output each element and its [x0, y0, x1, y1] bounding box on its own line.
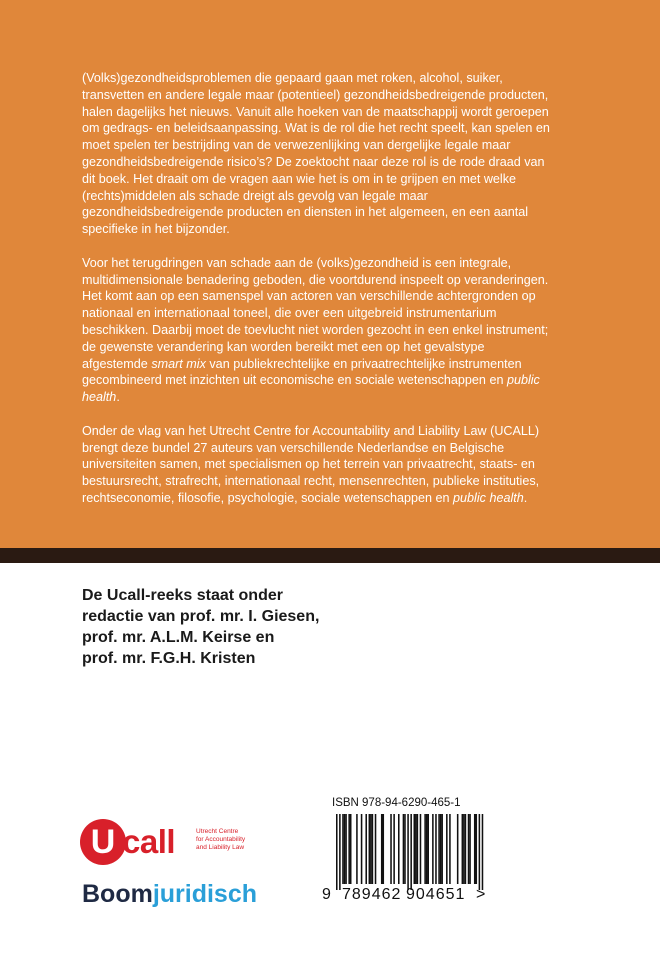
barcode-bar	[435, 814, 437, 884]
barcode-digits-group-2: 904651	[406, 886, 466, 903]
blurb-p2-text-c: .	[116, 390, 120, 405]
barcode-bar	[479, 814, 481, 890]
barcode-bar	[344, 814, 346, 884]
barcode-bar	[369, 814, 371, 884]
barcode-bar	[370, 814, 372, 884]
series-note-line-3: prof. mr. A.L.M. Keirse en	[82, 629, 275, 646]
series-note-line-1: De Ucall-reeks staat onder	[82, 587, 283, 604]
barcode-bar	[420, 814, 422, 884]
blurb-p3-emphasis-public-health: public health	[453, 490, 524, 505]
boom-juridisch-logo	[82, 878, 257, 910]
blurb-paragraph-2	[82, 255, 552, 406]
barcode-bar	[426, 814, 428, 884]
barcode-bar	[403, 814, 405, 884]
barcode-bar	[462, 814, 464, 884]
barcode-bar	[390, 814, 392, 884]
blurb-p2-emphasis-smart-mix: smart mix	[151, 356, 206, 371]
barcode-bar	[465, 814, 467, 884]
ucall-subtitle-line-1: Utrecht Centre	[196, 828, 239, 835]
barcode-bar	[342, 814, 344, 884]
barcode-bar	[383, 814, 385, 884]
boom-wordmark: Boom	[82, 880, 153, 908]
series-note-line-4: prof. mr. F.G.H. Kristen	[82, 650, 256, 667]
barcode-bar	[441, 814, 443, 884]
barcode-bar	[457, 814, 459, 884]
barcode-bar	[375, 814, 377, 884]
barcode-bar	[350, 814, 352, 884]
barcode-bar	[415, 814, 417, 884]
isbn-label: ISBN 978-94-6290-465-1	[332, 797, 461, 809]
blurb-p2-text-a: Voor het terugdringen van schade aan de (volks)gezondheid is een integrale, multidimensionale benadering geboden, die voortdurend inspeelt op veranderingen. Het komt aan op een samenspel van actoren van verschillende achtergronden op nationaal en internationaal toneel, die over een uitgebreid instrumentarium beschikken. Daarbij moet de toevlucht niet worden gezocht in een enkel instrument; de gewenste verandering kan worden bereikt met een op het gevalstype afgestemde	[82, 255, 549, 371]
barcode-bar	[417, 814, 419, 884]
barcode-digits	[322, 886, 492, 906]
barcode-bar	[407, 814, 409, 890]
barcode-bar	[414, 814, 416, 884]
barcode-digit-first: 9	[322, 886, 331, 903]
blurb-paragraph-1	[82, 70, 552, 238]
barcode-bar	[365, 814, 367, 884]
isbn-barcode	[322, 814, 492, 892]
ucall-logo-subtitle	[196, 828, 286, 852]
barcode-bar	[361, 814, 363, 884]
barcode-bar	[476, 814, 478, 884]
ucall-subtitle-line-2: for Accountability	[196, 836, 246, 843]
barcode-bar	[393, 814, 395, 884]
blurb-p1-text: (Volks)gezondheidsproblemen die gepaard gaan met roken, alcohol, suiker, transvetten en andere legale maar (potentieel) gezondheidsbedreigende producten, halen dagelijks het nieuws. Vanuit alle hoeken van de maatschappij wordt geroepen om gedrags- en beleidsaanpassing. Wat is de rol die het recht speelt, kan spelen en moet spelen ter bestrijding van de verwezenlijking van dergelijke legale maar gezondheidsbedreigende risico’s? De zoektocht naar deze rol is de rode draad van dit boek. Het draait om de vragen aan wie het is om in te grijpen en met welke (rechts)middelen als schade dreigt als gevolg van legale maar gezondheidsbedreigende producten en diensten in het algemeen, en een aantal specifieke in het bijzonder.	[82, 71, 550, 237]
barcode-bar	[339, 814, 341, 890]
blurb-paragraph-3	[82, 423, 552, 507]
barcode-digits-group-1: 789462	[342, 886, 402, 903]
back-cover-blurb	[82, 70, 552, 524]
barcode-bar	[356, 814, 358, 884]
ucall-logo-u-circle: U	[80, 819, 126, 865]
barcode-bar	[348, 814, 350, 884]
ucall-logo	[80, 819, 270, 867]
cover-divider-band	[0, 548, 660, 563]
blurb-p2-emphasis-public-health: public health	[82, 373, 540, 405]
blurb-p2-text-b: van publiekrechtelijke en privaatrechtelijke instrumenten gecombineerd met inzichten uit economische en sociale wetenschappen en	[82, 356, 522, 388]
barcode-bar	[449, 814, 451, 884]
barcode-bar	[404, 814, 406, 884]
barcode-quiet-zone-arrow: >	[476, 886, 486, 903]
barcode-bar	[469, 814, 471, 884]
barcode-bar	[345, 814, 347, 884]
barcode-bar	[482, 814, 484, 890]
barcode-bar	[432, 814, 434, 884]
barcode-bar	[372, 814, 374, 884]
ucall-subtitle-line-3: and Liability Law	[196, 844, 245, 851]
barcode-bar	[446, 814, 448, 884]
juridisch-wordmark: juridisch	[152, 880, 258, 908]
series-note-line-2: redactie van prof. mr. I. Giesen,	[82, 608, 320, 625]
barcode-bar	[410, 814, 412, 890]
barcode-bar	[440, 814, 442, 884]
barcode-bar	[427, 814, 429, 884]
blurb-p3-text-a: Onder de vlag van het Utrecht Centre for Accountability and Liability Law (UCALL) brengt deze bundel 27 auteurs van verschillende Nederlandse en Belgische universiteiten samen, met specialismen op het terrein van privaatrecht, staats- en bestuursrecht, strafrecht, internationaal recht, mensenrechten, publieke instituties, rechtseconomie, filosofie, psychologie, sociale wetenschappen en	[82, 423, 540, 505]
barcode-bar	[468, 814, 470, 884]
blurb-p3-text-b: .	[523, 490, 528, 505]
barcode-bar	[438, 814, 440, 884]
barcode-bar	[474, 814, 476, 884]
ucall-logo-wordmark: call	[122, 823, 176, 860]
barcode-bar	[381, 814, 383, 884]
barcode-bar	[336, 814, 338, 890]
barcode-bar	[424, 814, 426, 884]
barcode-bar	[463, 814, 465, 884]
barcode-bar	[398, 814, 400, 884]
series-editors-note	[82, 585, 502, 669]
